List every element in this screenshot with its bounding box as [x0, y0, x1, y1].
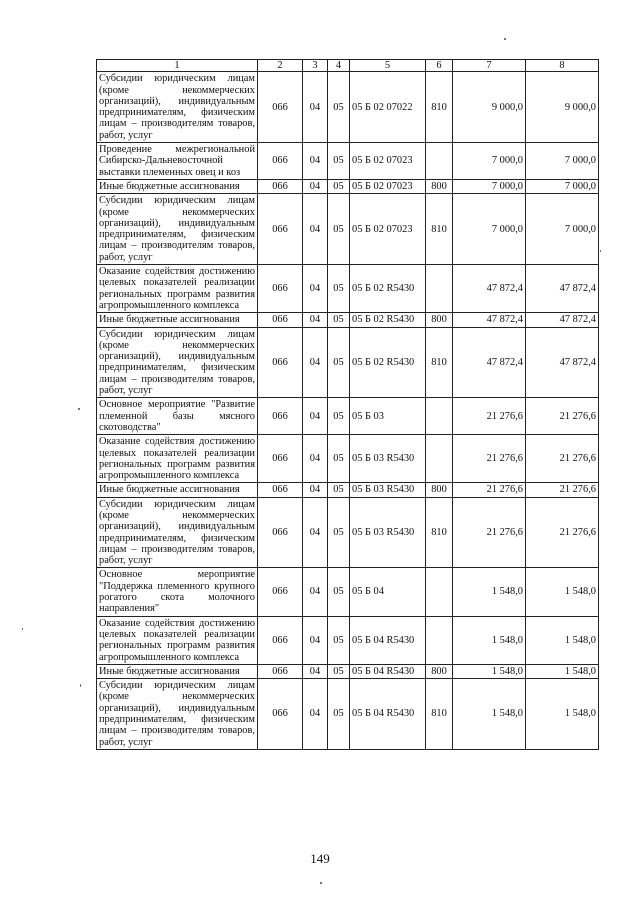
- cell-description: Иные бюджетные ассигнования: [97, 664, 258, 678]
- cell-target-article: 05 Б 02 07023: [350, 143, 426, 180]
- cell-expense-type: 800: [426, 483, 453, 497]
- cell-subsection-code: 05: [328, 483, 350, 497]
- cell-description: Субсидии юридическим лицам (кроме некоммерческих организаций), индивидуальным предпринимателям, физическим лицам – производителям товаров, работ, услуг: [97, 72, 258, 143]
- header-col-7: 7: [453, 60, 526, 72]
- cell-section-code: 04: [303, 568, 328, 616]
- header-col-8: 8: [526, 60, 599, 72]
- cell-subsection-code: 05: [328, 616, 350, 664]
- cell-expense-type: 800: [426, 179, 453, 193]
- cell-subsection-code: 05: [328, 664, 350, 678]
- cell-amount-approved: 47 872,4: [526, 327, 599, 398]
- table-row: [97, 435, 599, 483]
- table-row: [97, 497, 599, 568]
- cell-subsection-code: 05: [328, 72, 350, 143]
- cell-subsection-code: 05: [328, 497, 350, 568]
- cell-section-code: 04: [303, 497, 328, 568]
- cell-subsection-code: 05: [328, 179, 350, 193]
- cell-expense-type: 800: [426, 313, 453, 327]
- table-row: [97, 568, 599, 616]
- cell-ministry-code: 066: [258, 143, 303, 180]
- header-col-1: 1: [97, 60, 258, 72]
- cell-expense-type: 800: [426, 664, 453, 678]
- header-col-2: 2: [258, 60, 303, 72]
- cell-amount-plan: 47 872,4: [453, 265, 526, 313]
- cell-section-code: 04: [303, 313, 328, 327]
- cell-ministry-code: 066: [258, 265, 303, 313]
- cell-subsection-code: 05: [328, 313, 350, 327]
- cell-amount-plan: 21 276,6: [453, 398, 526, 435]
- cell-amount-plan: 21 276,6: [453, 435, 526, 483]
- cell-expense-type: [426, 143, 453, 180]
- scan-speck: [80, 684, 81, 687]
- cell-expense-type: [426, 568, 453, 616]
- cell-target-article: 05 Б 04 R5430: [350, 616, 426, 664]
- cell-description: Оказание содействия достижению целевых показателей реализации региональных программ развития агропромышленного комплекса: [97, 265, 258, 313]
- cell-subsection-code: 05: [328, 327, 350, 398]
- cell-section-code: 04: [303, 327, 328, 398]
- cell-target-article: 05 Б 02 07023: [350, 179, 426, 193]
- header-col-4: 4: [328, 60, 350, 72]
- cell-expense-type: 810: [426, 497, 453, 568]
- cell-amount-plan: 21 276,6: [453, 497, 526, 568]
- cell-ministry-code: 066: [258, 72, 303, 143]
- cell-target-article: 05 Б 04: [350, 568, 426, 616]
- scan-speck: [22, 628, 23, 630]
- cell-amount-plan: 1 548,0: [453, 568, 526, 616]
- cell-target-article: 05 Б 02 07022: [350, 72, 426, 143]
- cell-expense-type: 810: [426, 72, 453, 143]
- cell-ministry-code: 066: [258, 679, 303, 750]
- cell-expense-type: [426, 398, 453, 435]
- cell-ministry-code: 066: [258, 568, 303, 616]
- cell-amount-plan: 1 548,0: [453, 664, 526, 678]
- page-number: 149: [310, 851, 330, 866]
- scan-speck: [600, 250, 601, 252]
- table-row: [97, 179, 599, 193]
- table-row: [97, 72, 599, 143]
- cell-amount-plan: 7 000,0: [453, 179, 526, 193]
- cell-amount-approved: 1 548,0: [526, 616, 599, 664]
- budget-table: [96, 59, 599, 750]
- cell-ministry-code: 066: [258, 616, 303, 664]
- header-col-6: 6: [426, 60, 453, 72]
- table-row: [97, 616, 599, 664]
- cell-amount-approved: 21 276,6: [526, 435, 599, 483]
- cell-target-article: 05 Б 04 R5430: [350, 664, 426, 678]
- cell-ministry-code: 066: [258, 179, 303, 193]
- table-row: [97, 398, 599, 435]
- cell-amount-plan: 1 548,0: [453, 616, 526, 664]
- cell-amount-approved: 1 548,0: [526, 568, 599, 616]
- table-body: [97, 72, 599, 750]
- cell-amount-approved: 7 000,0: [526, 179, 599, 193]
- cell-section-code: 04: [303, 483, 328, 497]
- cell-ministry-code: 066: [258, 194, 303, 265]
- cell-target-article: 05 Б 03 R5430: [350, 435, 426, 483]
- cell-section-code: 04: [303, 143, 328, 180]
- cell-amount-plan: 47 872,4: [453, 313, 526, 327]
- table-row: [97, 143, 599, 180]
- cell-amount-approved: 21 276,6: [526, 497, 599, 568]
- cell-subsection-code: 05: [328, 143, 350, 180]
- cell-expense-type: 810: [426, 327, 453, 398]
- table-row: [97, 313, 599, 327]
- cell-amount-approved: 47 872,4: [526, 265, 599, 313]
- cell-amount-approved: 7 000,0: [526, 143, 599, 180]
- cell-section-code: 04: [303, 194, 328, 265]
- cell-target-article: 05 Б 03 R5430: [350, 497, 426, 568]
- cell-section-code: 04: [303, 679, 328, 750]
- cell-description: Основное мероприятие "Поддержка племенного крупного рогатого скота молочного направления": [97, 568, 258, 616]
- cell-ministry-code: 066: [258, 497, 303, 568]
- cell-amount-plan: 21 276,6: [453, 483, 526, 497]
- cell-amount-approved: 21 276,6: [526, 483, 599, 497]
- cell-ministry-code: 066: [258, 483, 303, 497]
- cell-description: Субсидии юридическим лицам (кроме некоммерческих организаций), индивидуальным предпринимателям, физическим лицам – производителям товаров, работ, услуг: [97, 679, 258, 750]
- cell-ministry-code: 066: [258, 398, 303, 435]
- cell-expense-type: [426, 616, 453, 664]
- table-header-row: [97, 60, 599, 72]
- cell-amount-approved: 47 872,4: [526, 313, 599, 327]
- cell-amount-plan: 7 000,0: [453, 143, 526, 180]
- cell-amount-approved: 7 000,0: [526, 194, 599, 265]
- cell-amount-plan: 1 548,0: [453, 679, 526, 750]
- table-row: [97, 265, 599, 313]
- cell-subsection-code: 05: [328, 435, 350, 483]
- cell-subsection-code: 05: [328, 265, 350, 313]
- cell-section-code: 04: [303, 265, 328, 313]
- table-row: [97, 483, 599, 497]
- cell-expense-type: 810: [426, 194, 453, 265]
- cell-section-code: 04: [303, 398, 328, 435]
- cell-ministry-code: 066: [258, 435, 303, 483]
- scan-speck: [78, 408, 80, 410]
- cell-description: Субсидии юридическим лицам (кроме некоммерческих организаций), индивидуальным предпринимателям, физическим лицам – производителям товаров, работ, услуг: [97, 497, 258, 568]
- table-row: [97, 327, 599, 398]
- cell-subsection-code: 05: [328, 679, 350, 750]
- cell-description: Иные бюджетные ассигнования: [97, 483, 258, 497]
- cell-expense-type: [426, 435, 453, 483]
- cell-section-code: 04: [303, 435, 328, 483]
- cell-ministry-code: 066: [258, 313, 303, 327]
- cell-description: Проведение межрегиональной Сибирско-Дальневосточной выставки племенных овец и коз: [97, 143, 258, 180]
- cell-amount-approved: 21 276,6: [526, 398, 599, 435]
- cell-expense-type: 810: [426, 679, 453, 750]
- cell-expense-type: [426, 265, 453, 313]
- cell-ministry-code: 066: [258, 327, 303, 398]
- cell-description: Иные бюджетные ассигнования: [97, 179, 258, 193]
- cell-amount-approved: 1 548,0: [526, 664, 599, 678]
- cell-target-article: 05 Б 03: [350, 398, 426, 435]
- header-col-3: 3: [303, 60, 328, 72]
- table-row: [97, 679, 599, 750]
- header-col-5: 5: [350, 60, 426, 72]
- cell-target-article: 05 Б 02 R5430: [350, 327, 426, 398]
- cell-ministry-code: 066: [258, 664, 303, 678]
- cell-section-code: 04: [303, 616, 328, 664]
- table-row: [97, 664, 599, 678]
- cell-description: Иные бюджетные ассигнования: [97, 313, 258, 327]
- cell-amount-plan: 47 872,4: [453, 327, 526, 398]
- cell-target-article: 05 Б 02 07023: [350, 194, 426, 265]
- cell-subsection-code: 05: [328, 568, 350, 616]
- cell-description: Оказание содействия достижению целевых показателей реализации региональных программ развития агропромышленного комплекса: [97, 616, 258, 664]
- cell-amount-plan: 7 000,0: [453, 194, 526, 265]
- cell-section-code: 04: [303, 179, 328, 193]
- cell-subsection-code: 05: [328, 194, 350, 265]
- cell-target-article: 05 Б 02 R5430: [350, 313, 426, 327]
- cell-amount-approved: 1 548,0: [526, 679, 599, 750]
- cell-description: Субсидии юридическим лицам (кроме некоммерческих организаций), индивидуальным предпринимателям, физическим лицам – производителям товаров, работ, услуг: [97, 327, 258, 398]
- cell-description: Оказание содействия достижению целевых показателей реализации региональных программ развития агропромышленного комплекса: [97, 435, 258, 483]
- cell-target-article: 05 Б 04 R5430: [350, 679, 426, 750]
- cell-target-article: 05 Б 03 R5430: [350, 483, 426, 497]
- table-row: [97, 194, 599, 265]
- cell-description: Основное мероприятие "Развитие племенной базы мясного скотоводства": [97, 398, 258, 435]
- cell-amount-plan: 9 000,0: [453, 72, 526, 143]
- cell-subsection-code: 05: [328, 398, 350, 435]
- cell-description: Субсидии юридическим лицам (кроме некоммерческих организаций), индивидуальным предпринимателям, физическим лицам – производителям товаров, работ, услуг: [97, 194, 258, 265]
- cell-amount-approved: 9 000,0: [526, 72, 599, 143]
- scan-speck: [504, 38, 506, 40]
- scan-speck: [320, 882, 322, 884]
- cell-section-code: 04: [303, 664, 328, 678]
- cell-section-code: 04: [303, 72, 328, 143]
- cell-target-article: 05 Б 02 R5430: [350, 265, 426, 313]
